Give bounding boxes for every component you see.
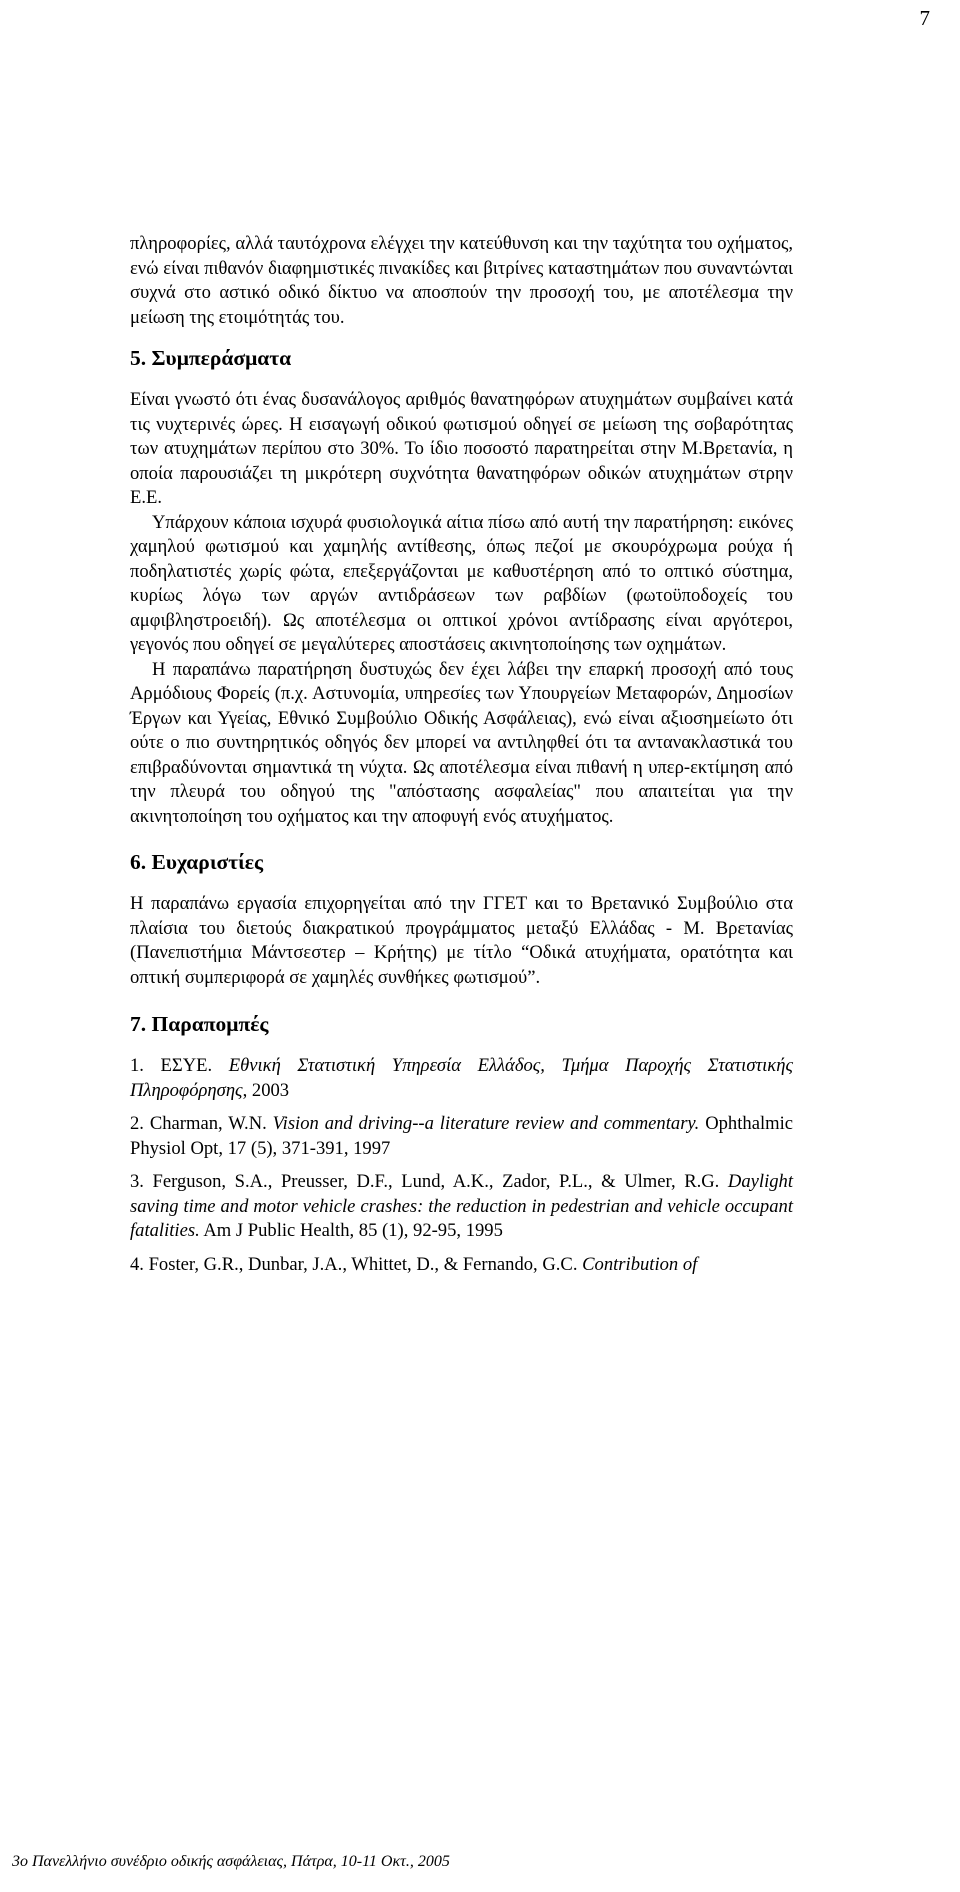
page-number: 7 bbox=[919, 6, 930, 30]
reference-tail: , 2003 bbox=[242, 1079, 290, 1101]
conclusions-paragraph-2: Υπάρχουν κάποια ισχυρά φυσιολογικά αίτια πίσω από αυτή την παρατήρηση: εικόνες χαμηλού φωτισμού και χαμηλής αντίθεσης, όπως πεζοί με σκουρόχρωμα ρούχα ή ποδηλατιστές χωρίς φώτα, επεξεργάζονται με καθυστέρηση από το οπτικό σύστημα, κυρίως λόγω των αργών αντιδράσεων των ραβδίων (φωτοϋποδοχείς του αμφιβληστροειδή). Ως αποτέλεσμα οι οπτικοί χρόνοι αντίδρασης είναι αργότεροι, γεγονός που οδηγεί σε μεγαλύτερες αποστάσεις ακινητοποίησης των οχημάτων. bbox=[130, 511, 793, 655]
reference-lead: 1. ΕΣΥΕ. bbox=[130, 1055, 229, 1076]
reference-title: Εθνική Στατιστική Υπηρεσία Ελλάδος, Τμήμα Παροχής Στατιστικής Πληροφόρησης bbox=[130, 1055, 794, 1101]
reference-title: Daylight saving time and motor vehicle crashes: the reduction in pedestrian and vehicle occupant fatalities. bbox=[130, 1171, 793, 1241]
heading-conclusions: 5. Συμπεράσματα bbox=[130, 346, 292, 370]
reference-title: Contribution of bbox=[582, 1253, 698, 1275]
heading-acknowledgements: 6. Ευχαριστίες bbox=[130, 850, 264, 874]
reference-lead: 2. Charman, W.N. bbox=[130, 1113, 273, 1134]
page-footer: 3ο Πανελλήνιο συνέδριο οδικής ασφάλειας, Πάτρα, 10-11 Οκτ., 2005 bbox=[12, 1853, 450, 1870]
reference-item bbox=[130, 1112, 793, 1161]
intro-paragraph: πληροφορίες, αλλά ταυτόχρονα ελέγχει την κατεύθυνση και την ταχύτητα του οχήματος, ενώ είναι πιθανόν διαφημιστικές πινακίδες και βιτρίνες καταστημάτων που συναντώνται συχνά στο αστικό οδικό δίκτυο να αποσπούν την προσοχή του, με αποτέλεσμα την μείωση της ετοιμότητάς του. bbox=[130, 233, 793, 328]
conclusions-paragraph-1: Είναι γνωστό ότι ένας δυσανάλογος αριθμός θανατηφόρων ατυχημάτων συμβαίνει κατά τις νυχτερινές ώρες. Η εισαγωγή οδικού φωτισμού οδηγεί σε μείωση της σοβαρότητας των ατυχημάτων περίπου στο 30%. Το ίδιο ποσοστό παρατηρείται στην Μ.Βρετανία, η οποία παρουσιάζει τη μικρότερη συχνότητα θανατηφόρων οδικών ατυχημάτων στρην Ε.Ε. bbox=[130, 389, 793, 508]
reference-item bbox=[130, 1170, 793, 1244]
reference-title: Vision and driving--a literature review and commentary. bbox=[272, 1113, 700, 1134]
heading-references: 7. Παραπομπές bbox=[130, 1012, 269, 1036]
conclusions-paragraph-3: Η παραπάνω παρατήρηση δυστυχώς δεν έχει λάβει την επαρκή προσοχή από τους Αρμόδιους Φορείς (π.χ. Αστυνομία, υπηρεσίες των Υπουργείων Μεταφορών, Δημοσίων Έργων και Υγείας, Εθνικό Συμβούλιο Οδικής Ασφάλειας), ενώ είναι αξιοσημείωτο ότι ούτε ο πιο συντηρητικός οδηγός δεν μπορεί να αντιληφθεί ότι τα αντανακλαστικά του επιβραδύνονται σημαντικά τη νύχτα. Ως αποτέλεσμα είναι πιθανή η υπερ-εκτίμηση από την πλευρά του οδηγού της "απόστασης ασφαλείας" που απαιτείται για την ακινητοποίηση του οχήματος και την αποφυγή ενός ατυχήματος. bbox=[130, 658, 793, 827]
reference-tail: Ophthalmic Physiol Opt, 17 (5), 371-391, 1997 bbox=[130, 1113, 793, 1159]
page-body bbox=[130, 232, 793, 1286]
reference-item bbox=[130, 1054, 793, 1103]
reference-tail: Am J Public Health, 85 (1), 92-95, 1995 bbox=[199, 1220, 503, 1241]
reference-lead: 3. Ferguson, S.A., Preusser, D.F., Lund, A.K., Zador, P.L., & Ulmer, R.G. bbox=[130, 1171, 728, 1192]
reference-lead: 4. Foster, G.R., Dunbar, J.A., Whittet, D., & Fernando, G.C. bbox=[130, 1253, 583, 1275]
acknowledgements-paragraph: Η παραπάνω εργασία επιχορηγείται από την ΓΓΕΤ και το Βρετανικό Συμβούλιο στα πλαίσια του διετούς διακρατικού προγράμματος μεταξύ Ελλάδας - Μ. Βρετανίας (Πανεπιστήμια Μάντσεστερ – Κρήτης) με τίτλο “Οδικά ατυχήματα, ορατότητα και οπτική συμπεριφορά σε χαμηλές συνθήκες φωτισμού”. bbox=[130, 893, 793, 988]
reference-item bbox=[130, 1253, 793, 1278]
